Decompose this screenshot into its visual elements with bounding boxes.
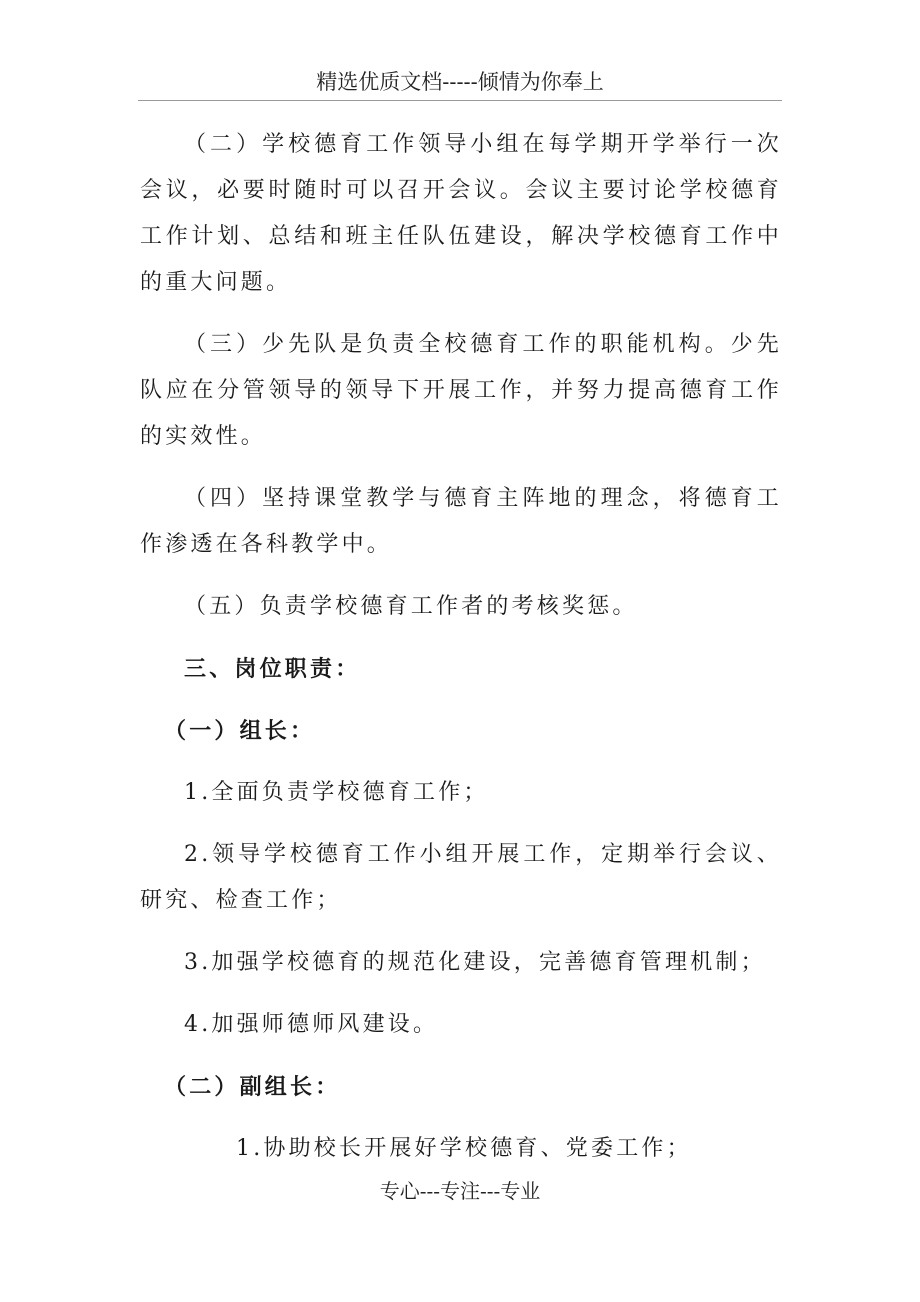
paragraph-young-pioneers: （三）少先队是负责全校德育工作的职能机构。少先队应在分管领导的领导下开展工作，并努力提高德育工作的实效性。 [140,332,782,449]
subheading-deputy-leader: （二）副组长： [164,1074,341,1100]
list-item: 1.协助校长开展好学校德育、党委工作； [236,1136,692,1161]
list-item: 1.全面负责学校德育工作； [184,780,489,805]
list-item: 2.领导学校德育工作小组开展工作，定期举行会议、研究、检查工作； [140,842,782,913]
page-footer: 专心---专注---专业 [379,1179,541,1203]
header-divider [138,100,782,101]
list-item: 3.加强学校德育的规范化建设，完善德育管理机制； [184,950,766,975]
section-heading-job-duties: 三、岗位职责： [184,656,361,682]
paragraph-assessment: （五）负责学校德育工作者的考核奖惩。 [184,594,638,619]
paragraph-classroom-teaching: （四）坚持课堂教学与德育主阵地的理念，将德育工作渗透在各科教学中。 [140,486,782,557]
subheading-group-leader: （一）组长： [164,718,316,744]
page-header: 精选优质文档-----倾情为你奉上 [316,70,604,94]
paragraph-leadership-meetings: （二）学校德育工作领导小组在每学期开学举行一次会议，必要时随时可以召开会议。会议主要讨论学校德育工作计划、总结和班主任队伍建设，解决学校德育工作中的重大问题。 [140,132,782,295]
document-body [140,122,782,1172]
list-item: 4.加强师德师风建设。 [184,1012,439,1037]
